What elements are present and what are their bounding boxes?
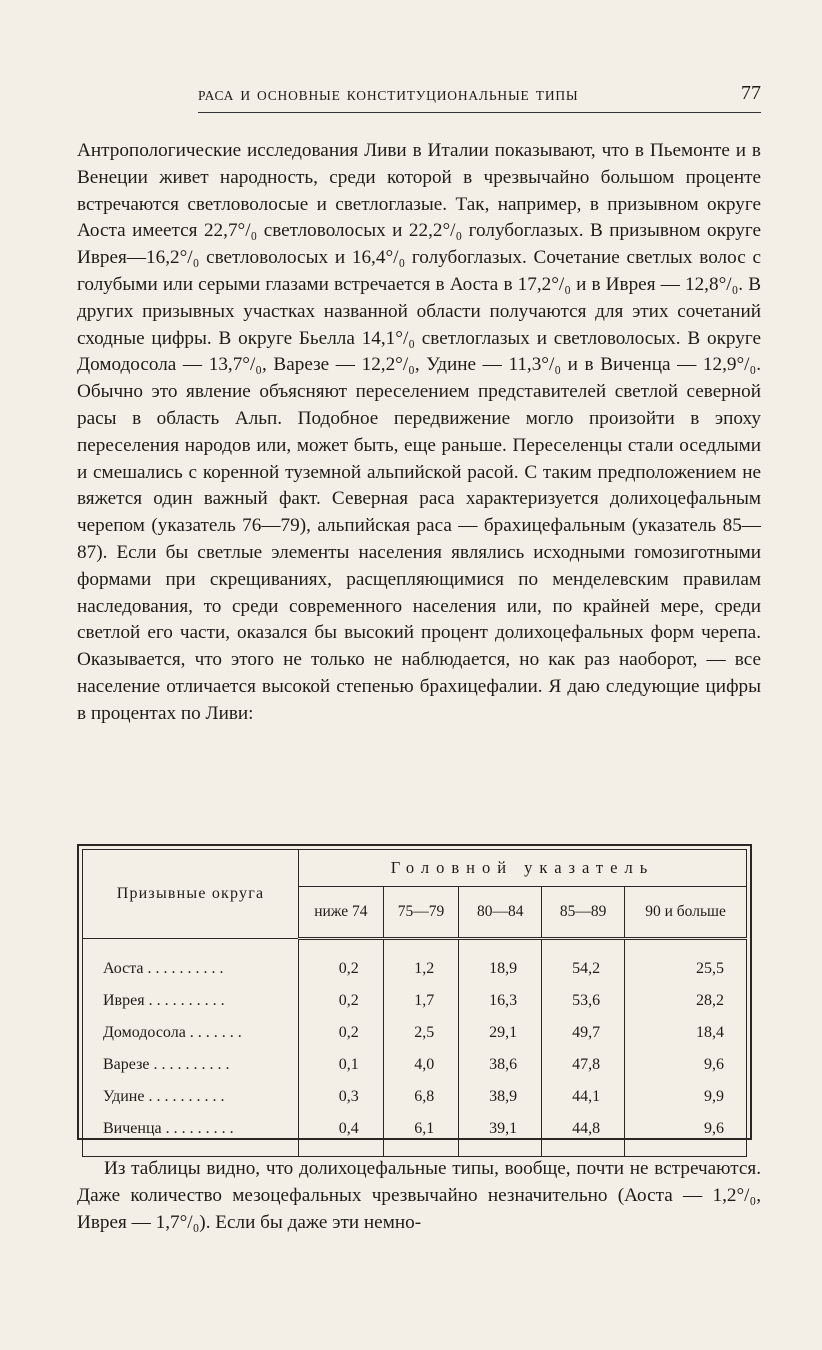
table-cell: 47,8 [542,1049,625,1081]
table-row [83,985,747,1017]
table-row [83,1017,747,1049]
table-cell: 0,2 [299,985,384,1017]
cephalic-index-table [77,844,752,1140]
table-cell: 0,2 [299,1017,384,1049]
table-cell: 0,2 [299,939,384,986]
table-cell: 29,1 [459,1017,542,1049]
column-header-range: 80—84 [459,887,542,939]
table-cell: 18,4 [625,1017,747,1049]
running-title: РАСА И ОСНОВНЫЕ КОНСТИТУЦИОНАЛЬНЫЕ ТИПЫ [198,88,579,103]
column-header-range: 90 и больше [625,887,747,939]
column-header-range: 85—89 [542,887,625,939]
table-cell: 16,3 [459,985,542,1017]
column-header-range: 75—79 [383,887,458,939]
paragraph-2: Из таблицы видно, что долихоцефальные типы, вообще, почти не встречаются. Даже количество мезоцефальных чрезвычайно незначительно (Аоста — 1,2°/₀, Иврея — 1,7°/₀). Если бы даже эти немно- [77,1158,761,1233]
table-cell: 6,1 [383,1113,458,1157]
data-table [82,849,747,1157]
table-cell: 9,6 [625,1113,747,1157]
column-group-header: Головной указатель [299,850,747,887]
table-cell: 0,1 [299,1049,384,1081]
table-cell: 0,3 [299,1081,384,1113]
table-cell: 6,8 [383,1081,458,1113]
district-name: Аоста . . . . . . . . . . [83,939,299,986]
table-cell: 39,1 [459,1113,542,1157]
table-cell: 9,6 [625,1049,747,1081]
district-name: Виченца . . . . . . . . . [83,1113,299,1157]
table-cell: 1,2 [383,939,458,986]
table-cell: 38,9 [459,1081,542,1113]
table-row [83,1049,747,1081]
table-cell: 25,5 [625,939,747,986]
table-cell: 44,1 [542,1081,625,1113]
paragraph-1: Антропологические исследования Ливи в Италии показывают, что в Пьемонте и в Венеции живет народность, среди которой в чрезвычайно большом проценте встречаются светловолосые и светлоглазые. Так, например, в призывном округе Аоста имеется 22,7°/₀ светловолосых и 22,2°/₀ голубоглазых. В призывном округе Иврея—16,2°/₀ светловолосых и 16,4°/₀ голубоглазых. Сочетание светлых волос с голубыми или серыми глазами встречается в Аоста в 17,2°/₀ и в Иврея — 12,8°/₀. В других призывных участках названной области получаются для этих сочетаний сходные цифры. В округе Бьелла 14,1°/₀ светлоглазых и светловолосых. В округе Домодосола — 13,7°/₀, Варезе — 12,2°/₀, Удине — 11,3°/₀ и в Виченца — 12,9°/₀. Обычно это явление объясняют переселением представителей светлой северной расы в область Альп. Подобное передвижение могло произойти в эпоху переселения народов или, может быть, еще раньше. Переселенцы стали оседлыми и смешались с коренной туземной альпийской расой. С таким предположением не вяжется один важный факт. Северная раса характеризуется долихоцефальным черепом (указатель 76—79), альпийская раса — брахицефальным (указатель 85—87). Если бы светлые элементы населения являлись исходными гомозиготными формами при скрещиваниях, расщепляющимися по менделевским правилам наследования, то среди современного населения или, по крайней мере, среди светлой его части, оказался бы высокий процент долихоцефальных форм черепа. Оказывается, что этого не только не наблюдается, но как раз наоборот, — все население отличается высокой степенью брахицефалии. Я даю следующие цифры в процентах по Ливи: [77,140,761,724]
body-text-continued [77,1156,761,1236]
table-cell: 44,8 [542,1113,625,1157]
table-cell: 49,7 [542,1017,625,1049]
column-header-district: Призывные округа [83,850,299,939]
table-cell: 54,2 [542,939,625,986]
table-row [83,939,747,986]
table-cell: 38,6 [459,1049,542,1081]
district-name: Домодосола . . . . . . . [83,1017,299,1049]
table-row [83,1113,747,1157]
table-cell: 1,7 [383,985,458,1017]
table-cell: 9,9 [625,1081,747,1113]
column-header-range: ниже 74 [299,887,384,939]
table-cell: 4,0 [383,1049,458,1081]
body-text [77,138,761,728]
table-cell: 53,6 [542,985,625,1017]
table-cell: 0,4 [299,1113,384,1157]
district-name: Удине . . . . . . . . . . [83,1081,299,1113]
district-name: Иврея . . . . . . . . . . [83,985,299,1017]
table-cell: 2,5 [383,1017,458,1049]
page-number: 77 [741,82,761,104]
table-row [83,1081,747,1113]
table-cell: 28,2 [625,985,747,1017]
table-cell: 18,9 [459,939,542,986]
district-name: Варезе . . . . . . . . . . [83,1049,299,1081]
running-header [198,84,761,113]
